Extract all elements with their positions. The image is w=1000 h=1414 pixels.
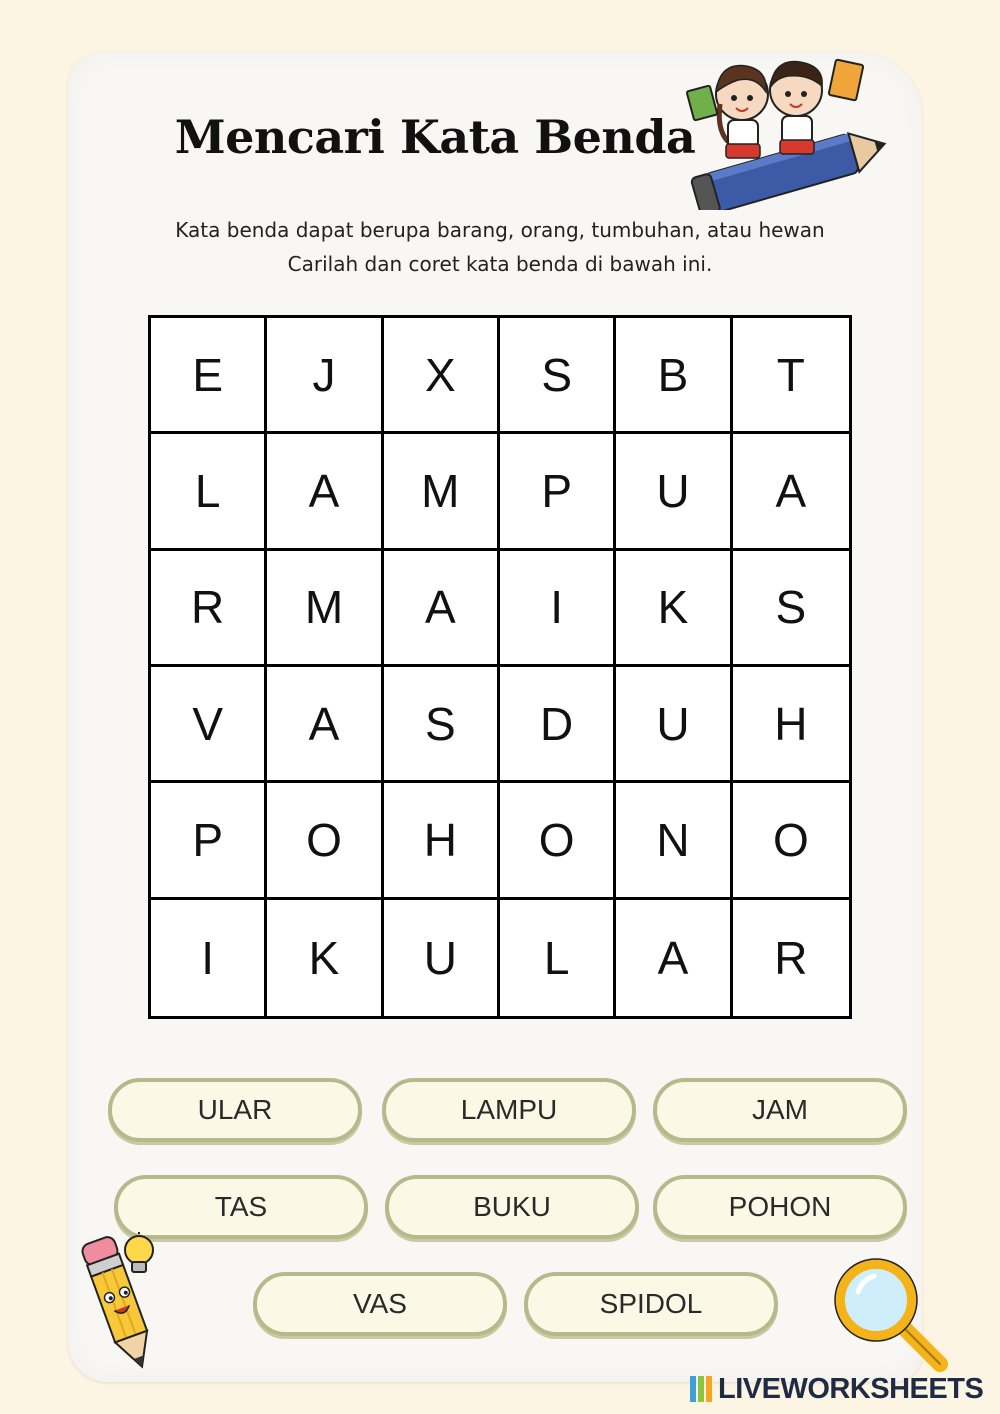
grid-cell[interactable]: R [774,931,808,984]
grid-cell[interactable]: I [151,900,267,1016]
grid-cell[interactable]: U [384,900,500,1016]
page-title: Mencari Kata Benda [174,110,696,164]
grid-cell[interactable]: O [733,783,849,899]
grid-cell[interactable]: L [500,900,616,1016]
grid-cell[interactable]: X [384,318,500,434]
grid-cell[interactable]: R [151,551,267,667]
word-tas[interactable]: TAS [114,1175,368,1239]
grid-cell[interactable]: J [267,318,383,434]
grid-cell[interactable]: D [500,667,616,783]
grid-cell[interactable]: L [151,434,267,550]
word-ular[interactable]: ULAR [108,1078,362,1142]
grid-cell[interactable]: U [616,434,732,550]
grid-cell[interactable]: H [733,667,849,783]
grid-cell[interactable]: S [384,667,500,783]
grid-cell[interactable]: V [151,667,267,783]
grid-cell[interactable]: N [616,783,732,899]
liveworksheets-brand[interactable] [690,1372,983,1406]
grid-cell[interactable]: A [616,900,732,1016]
grid-cell[interactable]: S [500,318,616,434]
grid-cell[interactable]: S [733,551,849,667]
grid-cell[interactable]: A [384,551,500,667]
grid-cell[interactable]: A [733,434,849,550]
grid-cell[interactable]: P [151,783,267,899]
word-vas[interactable]: VAS [253,1272,507,1336]
instruction-line-1: Kata benda dapat berupa barang, orang, tumbuhan, atau hewan [175,218,825,242]
grid-cell[interactable]: U [616,667,732,783]
grid-cell[interactable]: P [500,434,616,550]
grid-cell[interactable]: M [267,551,383,667]
grid-cell[interactable]: K [267,900,383,1016]
instruction-line-2: Carilah dan coret kata benda di bawah ini. [287,252,713,276]
liveworksheets-logo-icon [690,1376,712,1402]
grid-cell[interactable]: E [151,318,267,434]
grid-cell[interactable]: T [733,318,849,434]
grid-cell[interactable]: A [267,667,383,783]
grid-cell[interactable]: I [500,551,616,667]
magnifier-icon [832,1256,950,1374]
grid-cell[interactable]: H [384,783,500,899]
grid-cell[interactable]: O [500,783,616,899]
grid-cell[interactable]: M [384,434,500,550]
grid-cell[interactable]: K [616,551,732,667]
word-search-grid [148,315,852,1019]
brand-label: LIVEWORKSHEETS [718,1372,984,1405]
grid-cell[interactable]: O [267,783,383,899]
word-lampu[interactable]: LAMPU [382,1078,636,1142]
word-pohon[interactable]: POHON [653,1175,907,1239]
lightbulb-icon [118,1232,160,1282]
grid-cell[interactable]: B [616,318,732,434]
word-spidol[interactable]: SPIDOL [524,1272,778,1336]
grid-cell[interactable]: A [267,434,383,550]
word-jam[interactable]: JAM [653,1078,907,1142]
word-buku[interactable]: BUKU [385,1175,639,1239]
